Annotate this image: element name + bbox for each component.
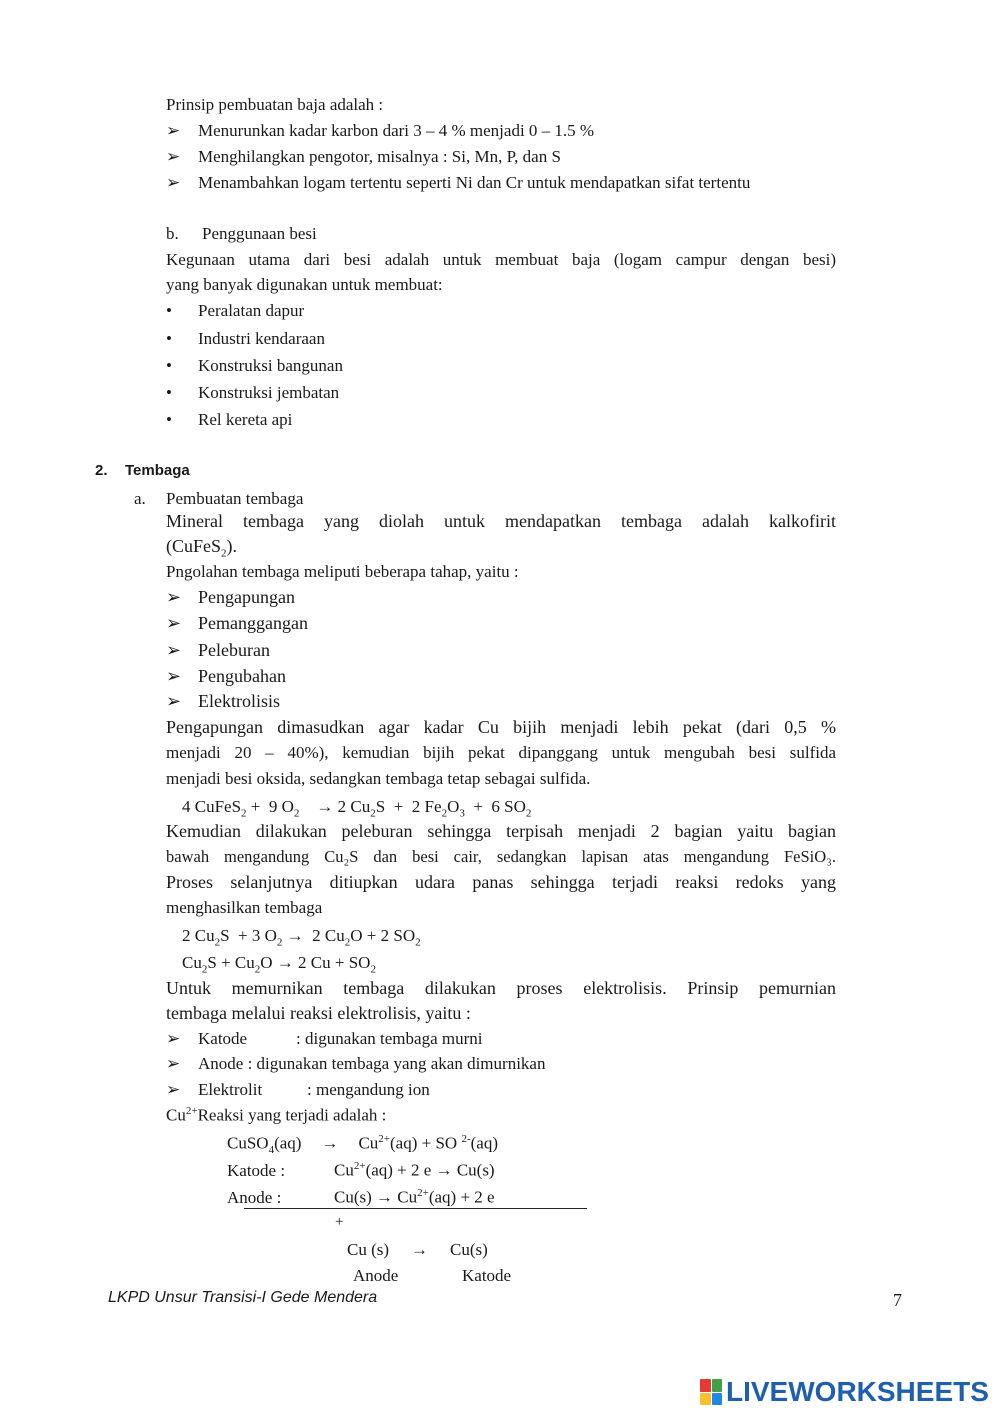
arrow-bullet-icon: ➢ <box>166 173 181 192</box>
equation-redoks-2: $Cu_2S + Cu_2O \to 2$ $Cu + SO_2$ <box>182 953 376 976</box>
arrow-bullet-icon: ➢ <box>166 121 181 140</box>
paragraph-line: bawah mengandung Cu₂S dan besi cair, sedangkan lapisan atas mengandung FeSiO₃. <box>166 847 836 866</box>
reaction-anode: Anode : $Cu(s) \to Cu^{2+}(aq) + 2$ e <box>227 1187 495 1207</box>
list-item: • Peralatan dapur <box>166 301 305 320</box>
list-item-anode: ➢ Anode : digunakan tembaga yang akan dimurnikan <box>166 1054 546 1073</box>
plus-sign: + <box>335 1214 344 1230</box>
arrow-bullet-icon: ➢ <box>166 1029 181 1048</box>
brand-name: LIVEWORKSHEETS <box>726 1376 989 1407</box>
paragraph-line: Kemudian dilakukan peleburan sehingga terpisah menjadi 2 bagian yaitu bagian <box>166 821 836 841</box>
paragraph-line: yang banyak digunakan untuk membuat: <box>166 275 443 294</box>
reaksi-intro: $Cu^{2+}Reaksi$ yang terjadi adalah : <box>166 1105 387 1125</box>
arrow-bullet-icon: ➢ <box>166 1054 181 1073</box>
paragraph-line: Untuk memurnikan tembaga dilakukan proses elektrolisis. Prinsip pemurnian <box>166 978 836 998</box>
dot-bullet-icon: • <box>166 410 172 429</box>
list-item: ➢ Menghilangkan pengotor, misalnya : Si, Mn, P, dan S <box>166 147 561 166</box>
subsection-heading: a. Pembuatan tembaga <box>134 489 304 508</box>
page-number: 7 <box>893 1290 902 1310</box>
dot-bullet-icon: • <box>166 383 172 402</box>
dot-bullet-icon: • <box>166 329 172 348</box>
dot-bullet-icon: • <box>166 356 172 375</box>
paragraph-line: Proses selanjutnya ditiupkan udara panas sehingga terjadi reaksi redoks yang <box>166 872 836 892</box>
paragraph-line: menjadi 20 – 40%), kemudian bijih pekat dipanggang untuk mengubah besi sulfida <box>166 743 836 762</box>
list-item: • Industri kendaraan <box>166 329 325 348</box>
page-footer: LKPD Unsur Transisi-I Gede Mendera <box>108 1289 378 1306</box>
baja-intro: Prinsip pembuatan baja adalah : <box>166 95 384 114</box>
arrow-bullet-icon: ➢ <box>166 666 182 686</box>
net-reaction: Cu (s) → Cu(s) <box>347 1240 488 1259</box>
section-title-tembaga: 2. Tembaga <box>95 462 190 479</box>
reaction-katode: Katode : $Cu^{2+}(aq) + 2$ e → Cu(s) <box>227 1160 495 1180</box>
paragraph-line: tembaga melalui reaksi elektrolisis, yaitu : <box>166 1003 471 1023</box>
arrow-bullet-icon: ➢ <box>166 640 182 660</box>
list-item: ➢ Menambahkan logam tertentu seperti Ni dan Cr untuk mendapatkan sifat tertentu <box>166 173 751 192</box>
paragraph-line: Kegunaan utama dari besi adalah untuk membuat baja (logam campur dengan besi) <box>166 250 836 269</box>
list-item-elektrolit: ➢ Elektrolit : mengandung ion <box>166 1080 430 1099</box>
paragraph-line: Pengapungan dimasudkan agar kadar Cu bijih menjadi lebih pekat (dari 0,5 % <box>166 717 836 737</box>
dot-bullet-icon: • <box>166 301 172 320</box>
list-item: ➢ Pengubahan <box>166 666 286 686</box>
equation-redoks-1: 2 $Cu_2S + 3$ $O_2 \to 2$ $Cu_2O + 2$ $SO_2$ <box>182 926 421 949</box>
arrow-bullet-icon: ➢ <box>166 691 182 711</box>
liveworksheets-logo <box>700 1376 989 1408</box>
net-reaction-labels: Anode Katode <box>353 1266 512 1285</box>
liveworksheets-logo-icon <box>700 1379 722 1405</box>
list-item: • Konstruksi jembatan <box>166 383 340 402</box>
paragraph-line: menghasilkan tembaga <box>166 898 323 917</box>
equation-roasting: 4 CuFeS$_2$ + 9 $O_2$ → 2 $Cu_2S + 2$ $Fe_2O_3 + 6$ $SO_2$ <box>182 797 532 820</box>
list-item: ➢ Pengapungan <box>166 587 295 607</box>
reaction-dissociation: CuSO$_4$(aq) → $Cu^{2+}(aq)$ + SO $^{2-}$(aq) <box>227 1133 498 1157</box>
paragraph-line: menjadi besi oksida, sedangkan tembaga tetap sebagai sulfida. <box>166 769 591 788</box>
list-item: ➢ Elektrolisis <box>166 691 280 711</box>
tahap-intro: Pngolahan tembaga meliputi beberapa tahap, yaitu : <box>166 562 519 581</box>
list-item: ➢ Peleburan <box>166 640 270 660</box>
list-item: • Konstruksi bangunan <box>166 356 343 375</box>
section-heading-penggunaan: b. Penggunaan besi <box>166 224 317 243</box>
arrow-bullet-icon: ➢ <box>166 1080 181 1099</box>
arrow-bullet-icon: ➢ <box>166 613 182 633</box>
sum-line <box>244 1208 587 1209</box>
list-item: ➢ Pemanggangan <box>166 613 308 633</box>
list-item: ➢ Menurunkan kadar karbon dari 3 – 4 % menjadi 0 – 1.5 % <box>166 121 595 140</box>
list-item-katode: ➢ Katode : digunakan tembaga murni <box>166 1029 483 1048</box>
arrow-bullet-icon: ➢ <box>166 587 182 607</box>
arrow-bullet-icon: ➢ <box>166 147 181 166</box>
list-item: • Rel kereta api <box>166 410 293 429</box>
paragraph-line: (CuFeS$_2$). <box>166 536 238 560</box>
paragraph-line: Mineral tembaga yang diolah untuk mendapatkan tembaga adalah kalkofirit <box>166 511 836 531</box>
